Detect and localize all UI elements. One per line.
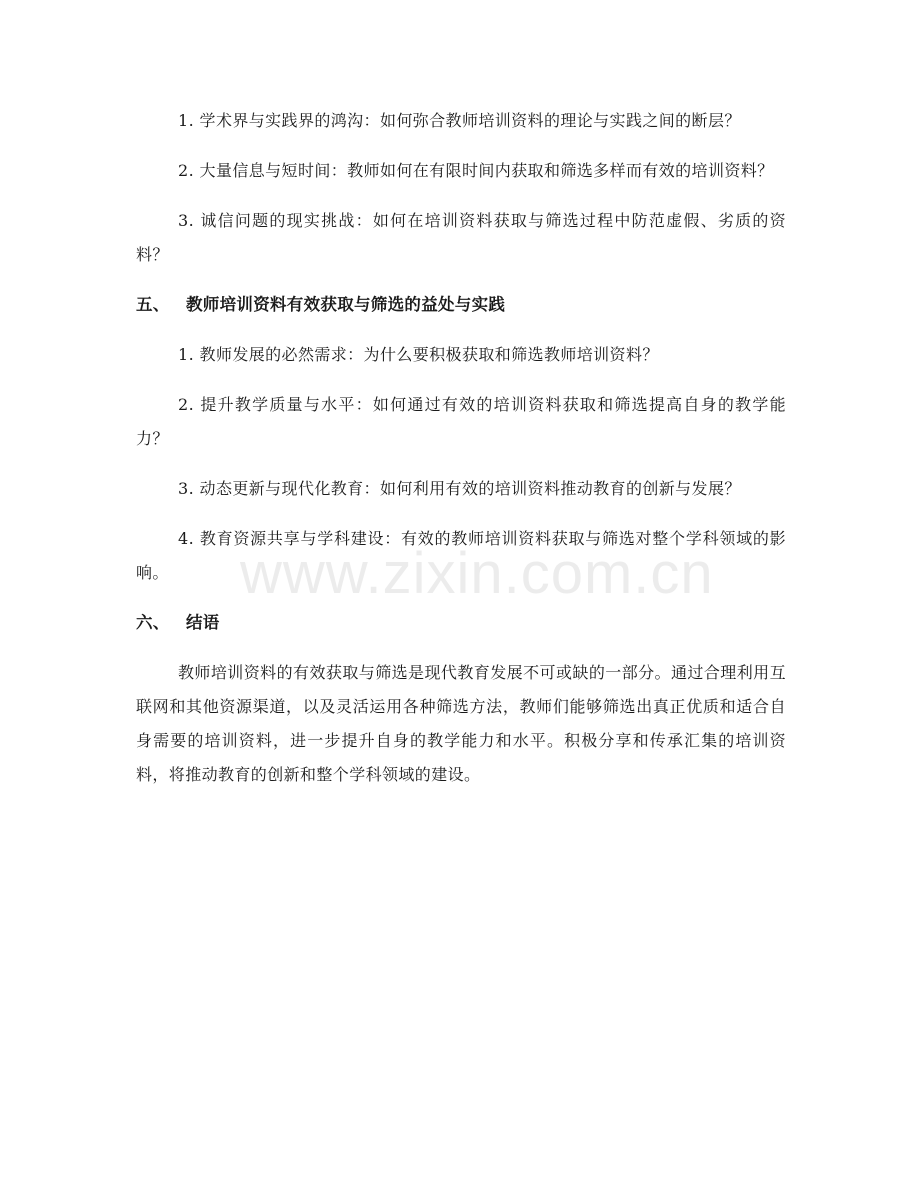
document-body [136, 104, 786, 808]
section4-item-3: 3. 诚信问题的现实挑战：如何在培训资料获取与筛选过程中防范虚假、劣质的资料？ [136, 211, 786, 264]
section5-item-1: 1. 教师发展的必然需求：为什么要积极获取和筛选教师培训资料？ [178, 345, 659, 364]
section4-item-1: 1. 学术界与实践界的鸿沟：如何弥合教师培训资料的理论与实践之间的断层？ [178, 111, 741, 130]
section5-number: 五、 [136, 295, 170, 314]
section5-item-4: 4. 教育资源共享与学科建设：有效的教师培训资料获取与筛选对整个学科领域的影响。 [136, 529, 786, 582]
section5-item-2: 2. 提升教学质量与水平：如何通过有效的培训资料获取和筛选提高自身的教学能力？ [136, 395, 786, 448]
section5-item-3: 3. 动态更新与现代化教育：如何利用有效的培训资料推动教育的创新与发展？ [178, 479, 741, 498]
watermark: www.zixin.com.cn [240, 541, 714, 606]
section4-item-2: 2. 大量信息与短时间：教师如何在有限时间内获取和筛选多样而有效的培训资料？ [178, 161, 774, 180]
section5-title: 教师培训资料有效获取与筛选的益处与实践 [186, 295, 506, 314]
section6-heading [136, 606, 786, 640]
section6-number: 六、 [136, 613, 170, 632]
conclusion-paragraph: 教师培训资料的有效获取与筛选是现代教育发展不可或缺的一部分。通过合理利用互联网和其他资源渠道，以及灵活运用各种筛选方法，教师们能够筛选出真正优质和适合自身需要的培训资料，进一步提升自身的教学能力和水平。积极分享和传承汇集的培训资料，将推动教育的创新和整个学科领域的建设。 [136, 663, 786, 784]
section6-title: 结语 [186, 613, 220, 632]
section5-heading [136, 288, 786, 322]
